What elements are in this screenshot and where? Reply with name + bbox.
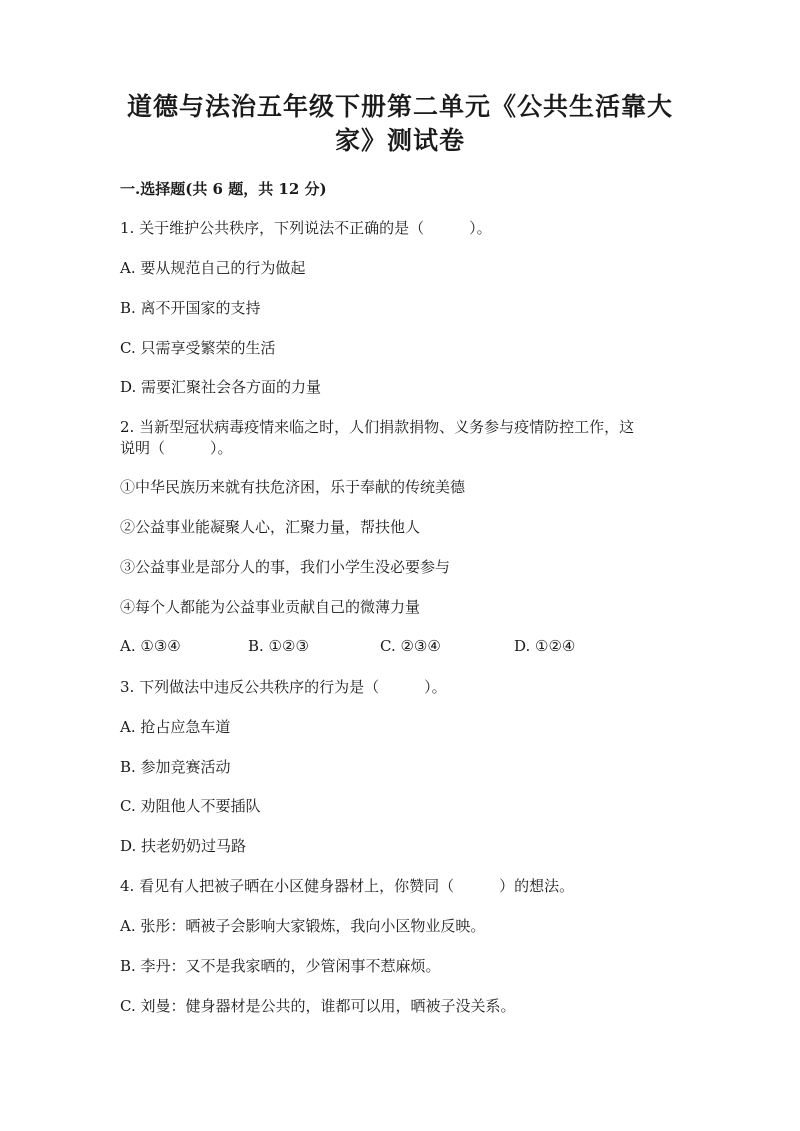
question-3-stem: 3. 下列做法中违反公共秩序的行为是（ ）。 (120, 678, 447, 696)
page-title (0, 90, 800, 158)
question-2-option-a: A. ①③④ (120, 637, 181, 655)
question-2-statement-4: ④每个人都能为公益事业贡献自己的微薄力量 (120, 598, 421, 616)
question-3-option-b: B. 参加竞赛活动 (120, 758, 231, 776)
question-4-option-c: C. 刘曼：健身器材是公共的，谁都可以用，晒被子没关系。 (120, 997, 516, 1015)
question-1-option-b: B. 离不开国家的支持 (120, 299, 261, 317)
question-1-option-a: A. 要从规范自己的行为做起 (120, 259, 306, 277)
question-3-option-c: C. 劝阻他人不要插队 (120, 797, 261, 815)
question-1-option-c: C. 只需享受繁荣的生活 (120, 339, 276, 357)
title-line-2: 家》测试卷 (334, 126, 465, 155)
question-4-option-b: B. 李丹：又不是我家晒的，少管闲事不惹麻烦。 (120, 957, 441, 975)
question-2-stem-line-1: 2. 当新型冠状病毒疫情来临之时，人们捐款捐物、义务参与疫情防控工作，这 (120, 418, 635, 436)
question-1-option-d: D. 需要汇聚社会各方面的力量 (120, 378, 322, 396)
question-2-option-b: B. ①②③ (248, 637, 309, 655)
question-2-stem-line-2: 说明（ ）。 (120, 439, 233, 457)
question-1-stem: 1. 关于维护公共秩序，下列说法不正确的是（ ）。 (120, 219, 492, 237)
title-line-1: 道德与法治五年级下册第二单元《公共生活靠大 (126, 92, 673, 121)
question-2-statement-1: ①中华民族历来就有扶危济困，乐于奉献的传统美德 (120, 478, 466, 496)
question-2-statement-3: ③公益事业是部分人的事，我们小学生没必要参与 (120, 558, 451, 576)
section-heading: 一.选择题(共 6 题，共 12 分) (120, 180, 327, 198)
question-2-option-c: C. ②③④ (380, 637, 441, 655)
question-3-option-a: A. 抢占应急车道 (120, 718, 231, 736)
question-3-option-d: D. 扶老奶奶过马路 (120, 837, 247, 855)
question-2-statement-2: ②公益事业能凝聚人心，汇聚力量，帮扶他人 (120, 518, 421, 536)
question-2-option-d: D. ①②④ (514, 637, 576, 655)
question-4-option-a: A. 张彤：晒被子会影响大家锻炼，我向小区物业反映。 (120, 917, 486, 935)
question-4-stem: 4. 看见有人把被子晒在小区健身器材上，你赞同（ ）的想法。 (120, 877, 575, 895)
